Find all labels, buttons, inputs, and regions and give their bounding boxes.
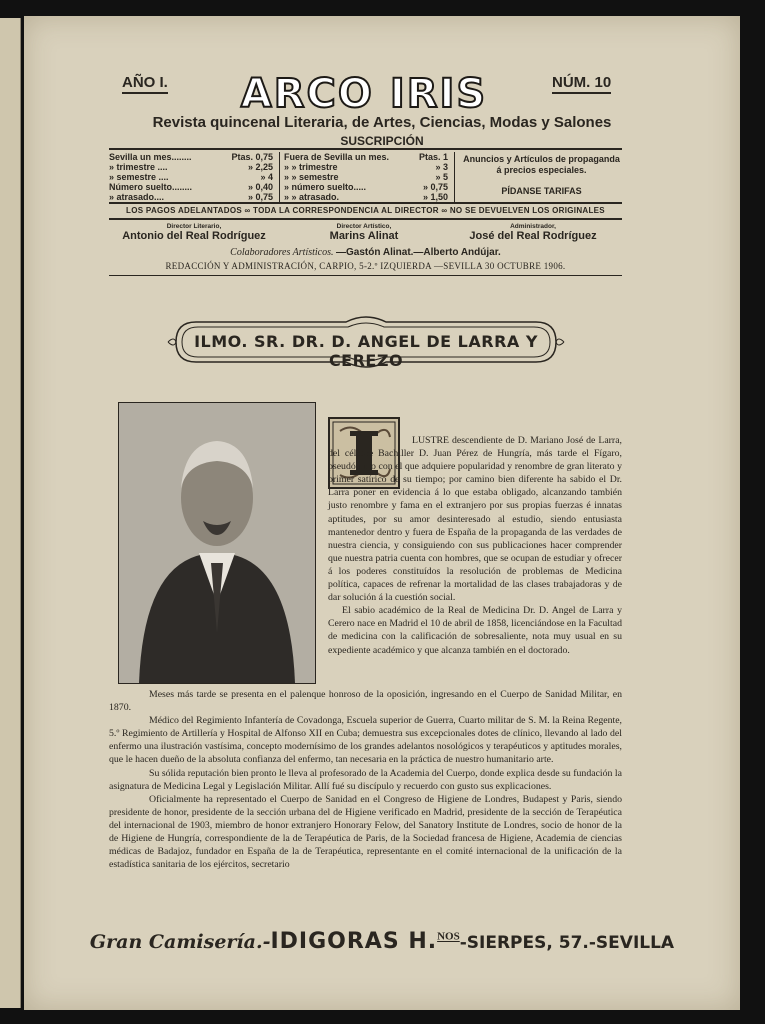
magazine-page <box>24 16 740 1010</box>
paragraph-3: Meses más tarde se presenta en el palenque honroso de la oposición, ingresando en el Cuerpo de Sanidad Militar, en 1870. <box>109 689 622 714</box>
magazine-subtitle: Revista quincenal Literaria, de Artes, Ciencias, Modas y Salones <box>152 114 612 131</box>
price-row: » número suelto..... » 0,75 <box>284 182 448 192</box>
article-body <box>109 688 622 871</box>
paragraph-4: Médico del Regimiento Infantería de Covadonga, Escuela superior de Guerra, Cuarto militar de S. M. la Reina Regente, 5.º Regimiento de Artillería y Hospital de Alfonso XII en Cuba; demuestra sus excepcionales dotes de clínico, llevando al lado del enfermo una ilustración vastísima, concepto modernísimo de los grandes adelantos nosológicos y terapéuticos y aptitudes morales, que le hacen dueño de la absoluta confianza del enfermo, tan necesaria en la práctica de nuestro humanitario arte. <box>109 715 622 766</box>
subscription-heading: SUSCRIPCIÓN <box>340 134 424 148</box>
article-title: ILMO. SR. DR. D. ANGEL DE LARRA Y CEREZO <box>194 332 538 370</box>
magazine-title: ARCO IRIS <box>240 71 488 117</box>
advertising-info <box>461 152 622 202</box>
price-row: » semestre .... » 4 <box>109 172 273 182</box>
price-row: Sevilla un mes........ Ptas. 0,75 <box>109 152 273 162</box>
subscription-table <box>109 152 622 202</box>
portrait-photo <box>118 402 316 684</box>
price-row: » » atrasado. » 1,50 <box>284 192 448 202</box>
anuncios-text: Anuncios y Artículos de propaganda á precios especiales. <box>463 154 620 175</box>
ad-nos: NOS <box>437 930 460 943</box>
editorial-address: REDACCIÓN Y ADMINISTRACIÓN, CARPIO, 5-2.º IZQUIERDA —SEVILLA 30 OCTUBRE 1906. <box>165 261 566 271</box>
footer-advertisement <box>24 928 740 954</box>
collaborators-label: Colaboradores Artísticos. <box>230 247 334 258</box>
director-artistico: Director Artístico, Marins Alinat <box>329 223 399 242</box>
price-row: » trimestre .... » 2,25 <box>109 162 273 172</box>
price-row: Número suelto........ » 0,40 <box>109 182 273 192</box>
rule-lower <box>109 218 622 220</box>
collaborators-line <box>109 247 622 258</box>
payments-notice: LOS PAGOS ADELANTADOS ∞ TODA LA CORRESPONDENCIA AL DIRECTOR ∞ NO SE DEVUELVEN LOS ORIGINALES <box>126 206 605 215</box>
article-intro <box>328 434 622 657</box>
paragraph-5: Su sólida reputación bien pronto le lleva al profesorado de la Academia del Cuerpo, donde explica desde su fundación la asignatura de Medicina Legal y Legislación Militar. Allí fué su discípulo y recuerdo con gusto sus explicaciones. <box>109 767 622 792</box>
price-row: » » trimestre » 3 <box>284 162 448 172</box>
director-literario: Director Literario, Antonio del Real Rodríguez <box>122 223 266 242</box>
previous-page-edge <box>0 18 21 1008</box>
year-label: AÑO I. <box>122 74 168 94</box>
paragraph-2: El sabio académico de la Real de Medicina Dr. D. Angel de Larra y Cerero nace en Madrid el 10 de abril de 1858, licenciándose en la Facultad de medicina con la calificación de sobresaliente, nota muy usual en su expediente académico y que alcanza también en el doctorado. <box>328 605 622 656</box>
rule-bottom <box>109 275 622 276</box>
ad-igoras: IDIGORAS H. <box>270 929 438 954</box>
collaborators-names: —Gastón Alinat.—Alberto Andújar. <box>336 247 501 258</box>
issue-number: NÚM. 10 <box>552 74 611 94</box>
price-row: » atrasado.... » 0,75 <box>109 192 273 202</box>
sevilla-prices <box>109 152 280 202</box>
administrador: Administrador, José del Real Rodríguez <box>469 223 597 242</box>
price-row: » » semestre » 5 <box>284 172 448 182</box>
pidanse-tarifas: PÍDANSE TARIFAS <box>501 186 582 196</box>
fuera-prices <box>284 152 455 202</box>
paragraph-1: LUSTRE descendiente de D. Mariano José de Larra, del célebre Bachiller D. Juan Pérez de Hungría, más tarde el Fígaro, pseudónimo con el que adquiere popularidad y renombre de gran literato y primer satírico de su tiempo; por camino bien diferente ha sabido el Dr. Larra poner en evidencia á lo que estaba obligado, alcanzando también justo renombre y fama en el extranjero por sus propias fuerzas é innatas aptitudes, por su amor desinteresado al estudio, siendo entusiasta mantenedor dentro y fuera de España de la propaganda de las verdades de nuestra ciencia, y consiguiendo con sus publicaciones hacer comprender que nuestra patria cuenta con hombres, que se ocupan de estudiar y ofrecer á los poderes constituídos la resolución de problemas de Medicina política, capaces de refrenar la mortalidad de las clases trabajadoras y de dar solución á la cuestión social. <box>328 435 622 604</box>
rule-middle <box>109 202 622 204</box>
rule-top <box>109 148 622 150</box>
paragraph-6: Oficialmente ha representado el Cuerpo de Sanidad en el Congreso de Higiene de Londres, Budapest y Paris, siendo presidente de honor, presidente de la sección urbana del de Higiene verificado en Madrid, presidente de la sección de Terapéutica del internacional de 1903, miembro de honor extranjero Honorary Felow, del Sanatory Institute de Londres, socio de honor de la de Higiene de Hungría, correspondiente de la de Terapéutica de Paris, de la Sociedad francesa de Higiene, Academia de ciencias médicas de Badajoz, fundador en España de la de Terapéutica, representante en el comité internacional de la unificación de la estadística sanitaria de los ejércitos, secretario <box>109 793 622 871</box>
ad-address: -SIERPES, 57.-SEVILLA <box>459 933 675 953</box>
price-row: Fuera de Sevilla un mes. Ptas. 1 <box>284 152 448 162</box>
ad-camiseria: Gran Camisería.- <box>89 931 271 953</box>
